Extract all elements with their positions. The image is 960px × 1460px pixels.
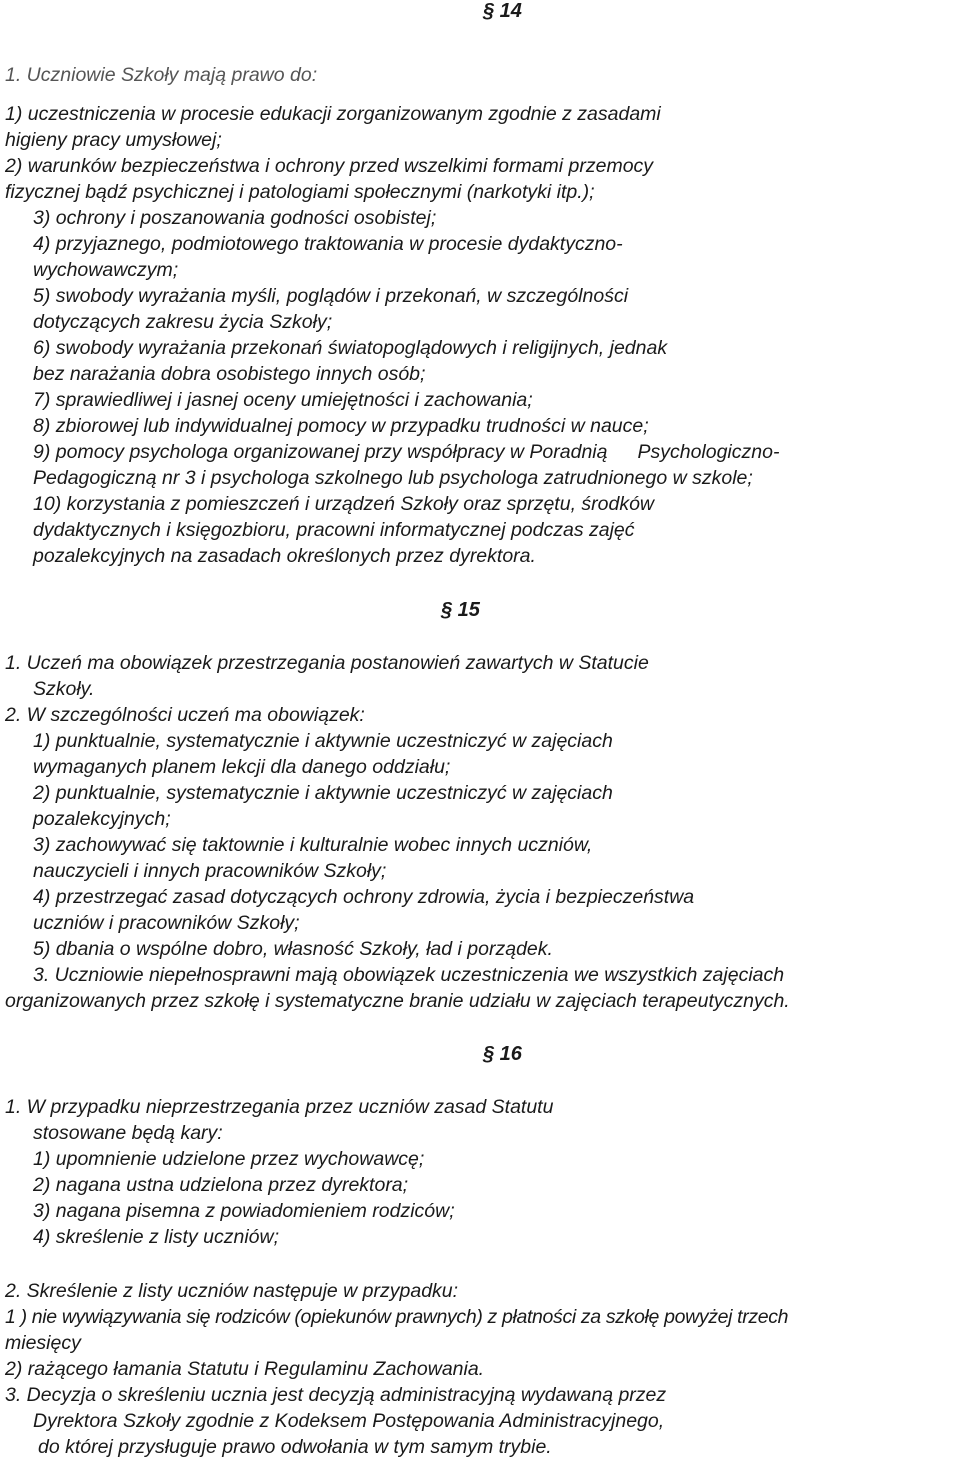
text-line: uczniów i pracowników Szkoły;	[33, 912, 300, 934]
text-line: stosowane będą kary:	[33, 1122, 223, 1144]
text-line: 1. W przypadku nieprzestrzegania przez uczniów zasad Statutu	[5, 1096, 554, 1118]
text-line: 3) nagana pisemna z powiadomieniem rodziców;	[33, 1200, 455, 1222]
text-line: fizycznej bądź psychicznej i patologiami społecznymi (narkotyki itp.);	[5, 181, 595, 203]
section-heading-14: § 14	[483, 0, 522, 22]
text-line: 2) rażącego łamania Statutu i Regulaminu Zachowania.	[5, 1358, 485, 1380]
text-line: wychowawczym;	[33, 259, 179, 281]
text-line: wymaganych planem lekcji dla danego oddziału;	[33, 756, 451, 778]
section-heading-16: § 16	[483, 1043, 522, 1065]
text-line: 2. W szczególności uczeń ma obowiązek:	[5, 704, 365, 726]
text-line: 1) upomnienie udzielone przez wychowawcę;	[33, 1148, 425, 1170]
text-line: pozalekcyjnych na zasadach określonych przez dyrektora.	[33, 545, 536, 567]
text-line: Szkoły.	[33, 678, 95, 700]
text-line: 6) swobody wyrażania przekonań światopoglądowych i religijnych, jednak	[33, 337, 668, 359]
text-line: miesięcy	[5, 1332, 81, 1354]
text-line: 3) ochrony i poszanowania godności osobistej;	[33, 207, 437, 229]
text-line: bez narażania dobra osobistego innych osób;	[33, 363, 426, 385]
text-line: higieny pracy umysłowej;	[5, 129, 222, 151]
text-line	[33, 439, 779, 465]
text-line: nauczycieli i innych pracowników Szkoły;	[33, 860, 387, 882]
text-segment: Psychologiczno-	[637, 441, 780, 463]
text-line: organizowanych przez szkołę i systematyczne branie udziału w zajęciach terapeutycznych.	[5, 990, 790, 1012]
text-line: 1) uczestniczenia w procesie edukacji zorganizowanym zgodnie z zasadami	[5, 103, 661, 125]
text-line: 4) skreślenie z listy uczniów;	[33, 1226, 279, 1248]
text-segment: 9) pomocy psychologa organizowanej przy współpracy w Poradnią	[33, 441, 608, 463]
text-line: 4) przestrzegać zasad dotyczących ochrony zdrowia, życia i bezpieczeństwa	[33, 886, 695, 908]
text-line: 3. Decyzja o skreśleniu ucznia jest decyzją administracyjną wydawaną przez	[5, 1384, 667, 1406]
text-line: 2) warunków bezpieczeństwa i ochrony przed wszelkimi formami przemocy	[5, 155, 654, 177]
text-line: Pedagogiczną nr 3 i psychologa szkolnego lub psychologa zatrudnionego w szkole;	[33, 467, 753, 489]
text-line: 1. Uczniowie Szkoły mają prawo do:	[5, 64, 318, 86]
text-line: 3. Uczniowie niepełnosprawni mają obowiązek uczestniczenia we wszystkich zajęciach	[33, 964, 785, 986]
text-line: 2) nagana ustna udzielona przez dyrektora;	[33, 1174, 409, 1196]
text-line: 5) swobody wyrażania myśli, poglądów i przekonań, w szczególności	[33, 285, 629, 307]
text-line: pozalekcyjnych;	[33, 808, 171, 830]
text-line: do której przysługuje prawo odwołania w tym samym trybie.	[38, 1436, 552, 1458]
text-line: 1 ) nie wywiązywania się rodziców (opiekunów prawnych) z płatności za szkołę powyżej trzech	[5, 1306, 789, 1328]
text-line: 5) dbania o wspólne dobro, własność Szkoły, ład i porządek.	[33, 938, 553, 960]
text-line: dydaktycznych i księgozbioru, pracowni informatycznej podczas zajęć	[33, 519, 635, 541]
text-line: 2) punktualnie, systematycznie i aktywnie uczestniczyć w zajęciach	[33, 782, 613, 804]
text-line: Dyrektora Szkoły zgodnie z Kodeksem Postępowania Administracyjnego,	[33, 1410, 665, 1432]
text-line: 2. Skreślenie z listy uczniów następuje w przypadku:	[5, 1280, 459, 1302]
text-line: 8) zbiorowej lub indywidualnej pomocy w przypadku trudności w nauce;	[33, 415, 649, 437]
text-line: 1. Uczeń ma obowiązek przestrzegania postanowień zawartych w Statucie	[5, 652, 649, 674]
section-heading-15: § 15	[441, 599, 480, 621]
text-line: 4) przyjaznego, podmiotowego traktowania w procesie dydaktyczno-	[33, 233, 623, 255]
text-line: dotyczących zakresu życia Szkoły;	[33, 311, 333, 333]
text-line: 7) sprawiedliwej i jasnej oceny umiejętności i zachowania;	[33, 389, 533, 411]
text-line: 3) zachowywać się taktownie i kulturalnie wobec innych uczniów,	[33, 834, 593, 856]
text-line: 10) korzystania z pomieszczeń i urządzeń Szkoły oraz sprzętu, środków	[33, 493, 655, 515]
text-line: 1) punktualnie, systematycznie i aktywnie uczestniczyć w zajęciach	[33, 730, 613, 752]
